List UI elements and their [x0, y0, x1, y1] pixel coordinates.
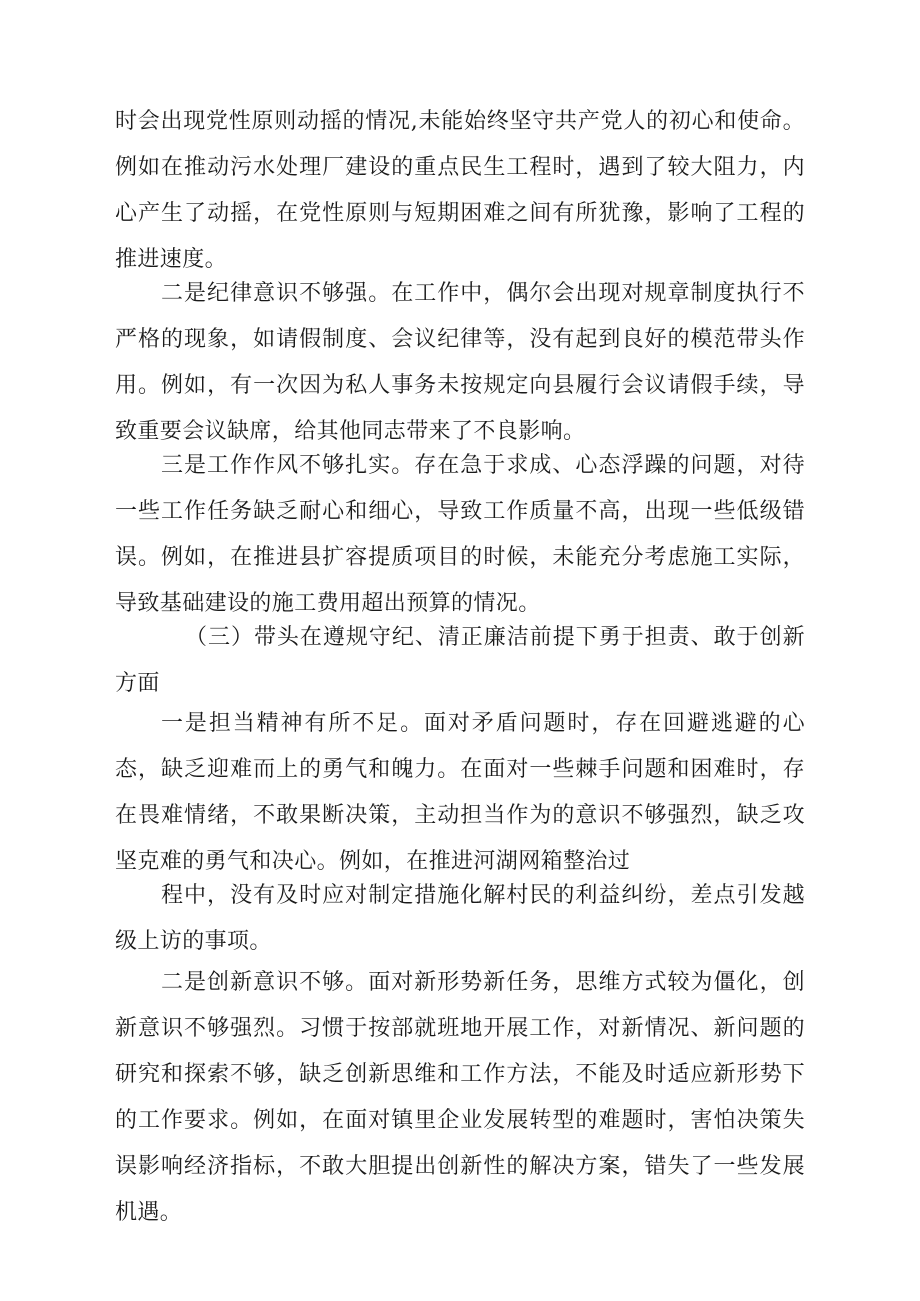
paragraph-innovation: 二是创新意识不够。面对新形势新任务，思维方式较为僵化，创新意识不够强烈。习惯于按部就班地开展工作，对新情况、新问题的研究和探索不够，缺乏创新思维和工作方法，不能及时适应新形势下的工作要求。例如，在面对镇里企业发展转型的难题时，害怕决策失误影响经济指标，不敢大胆提出创新性的解决方案，错失了一些发展机遇。	[115, 970, 805, 1225]
paragraph-continuation: 时会出现党性原则动摇的情况,未能始终坚守共产党人的初心和使命。例如在推动污水处理厂建设的重点民生工程时，遇到了较大阻力，内心产生了动摇，在党性原则与短期困难之间有所犹豫，影响了工程的推进速度。	[115, 109, 805, 272]
paragraph-discipline: 二是纪律意识不够强。在工作中，偶尔会出现对规章制度执行不严格的现象，如请假制度、会议纪律等，没有起到良好的模范带头作用。例如，有一次因为私人事务未按规定向县履行会议请假手续，导致重要会议缺席，给其他同志带来了不良影响。	[115, 281, 805, 444]
paragraph-responsibility-continued: 程中，没有及时应对制定措施化解村民的利益纠纷，差点引发越级上访的事项。	[115, 883, 805, 954]
section-heading: （三）带头在遵规守纪、清正廉洁前提下勇于担责、敢于创新方面	[115, 625, 805, 696]
paragraph-responsibility: 一是担当精神有所不足。面对矛盾问题时，存在回避逃避的心态，缺乏迎难而上的勇气和魄力。在面对一些棘手问题和困难时，存在畏难情绪，不敢果断决策，主动担当作为的意识不够强烈，缺乏攻坚克难的勇气和决心。例如，在推进河湖网箱整治过	[115, 711, 805, 874]
paragraph-work-style: 三是工作作风不够扎实。存在急于求成、心态浮躁的问题，对待一些工作任务缺乏耐心和细心，导致工作质量不高，出现一些低级错误。例如，在推进县扩容提质项目的时候，未能充分考虑施工实际，导致基础建设的施工费用超出预算的情况。	[115, 453, 805, 616]
